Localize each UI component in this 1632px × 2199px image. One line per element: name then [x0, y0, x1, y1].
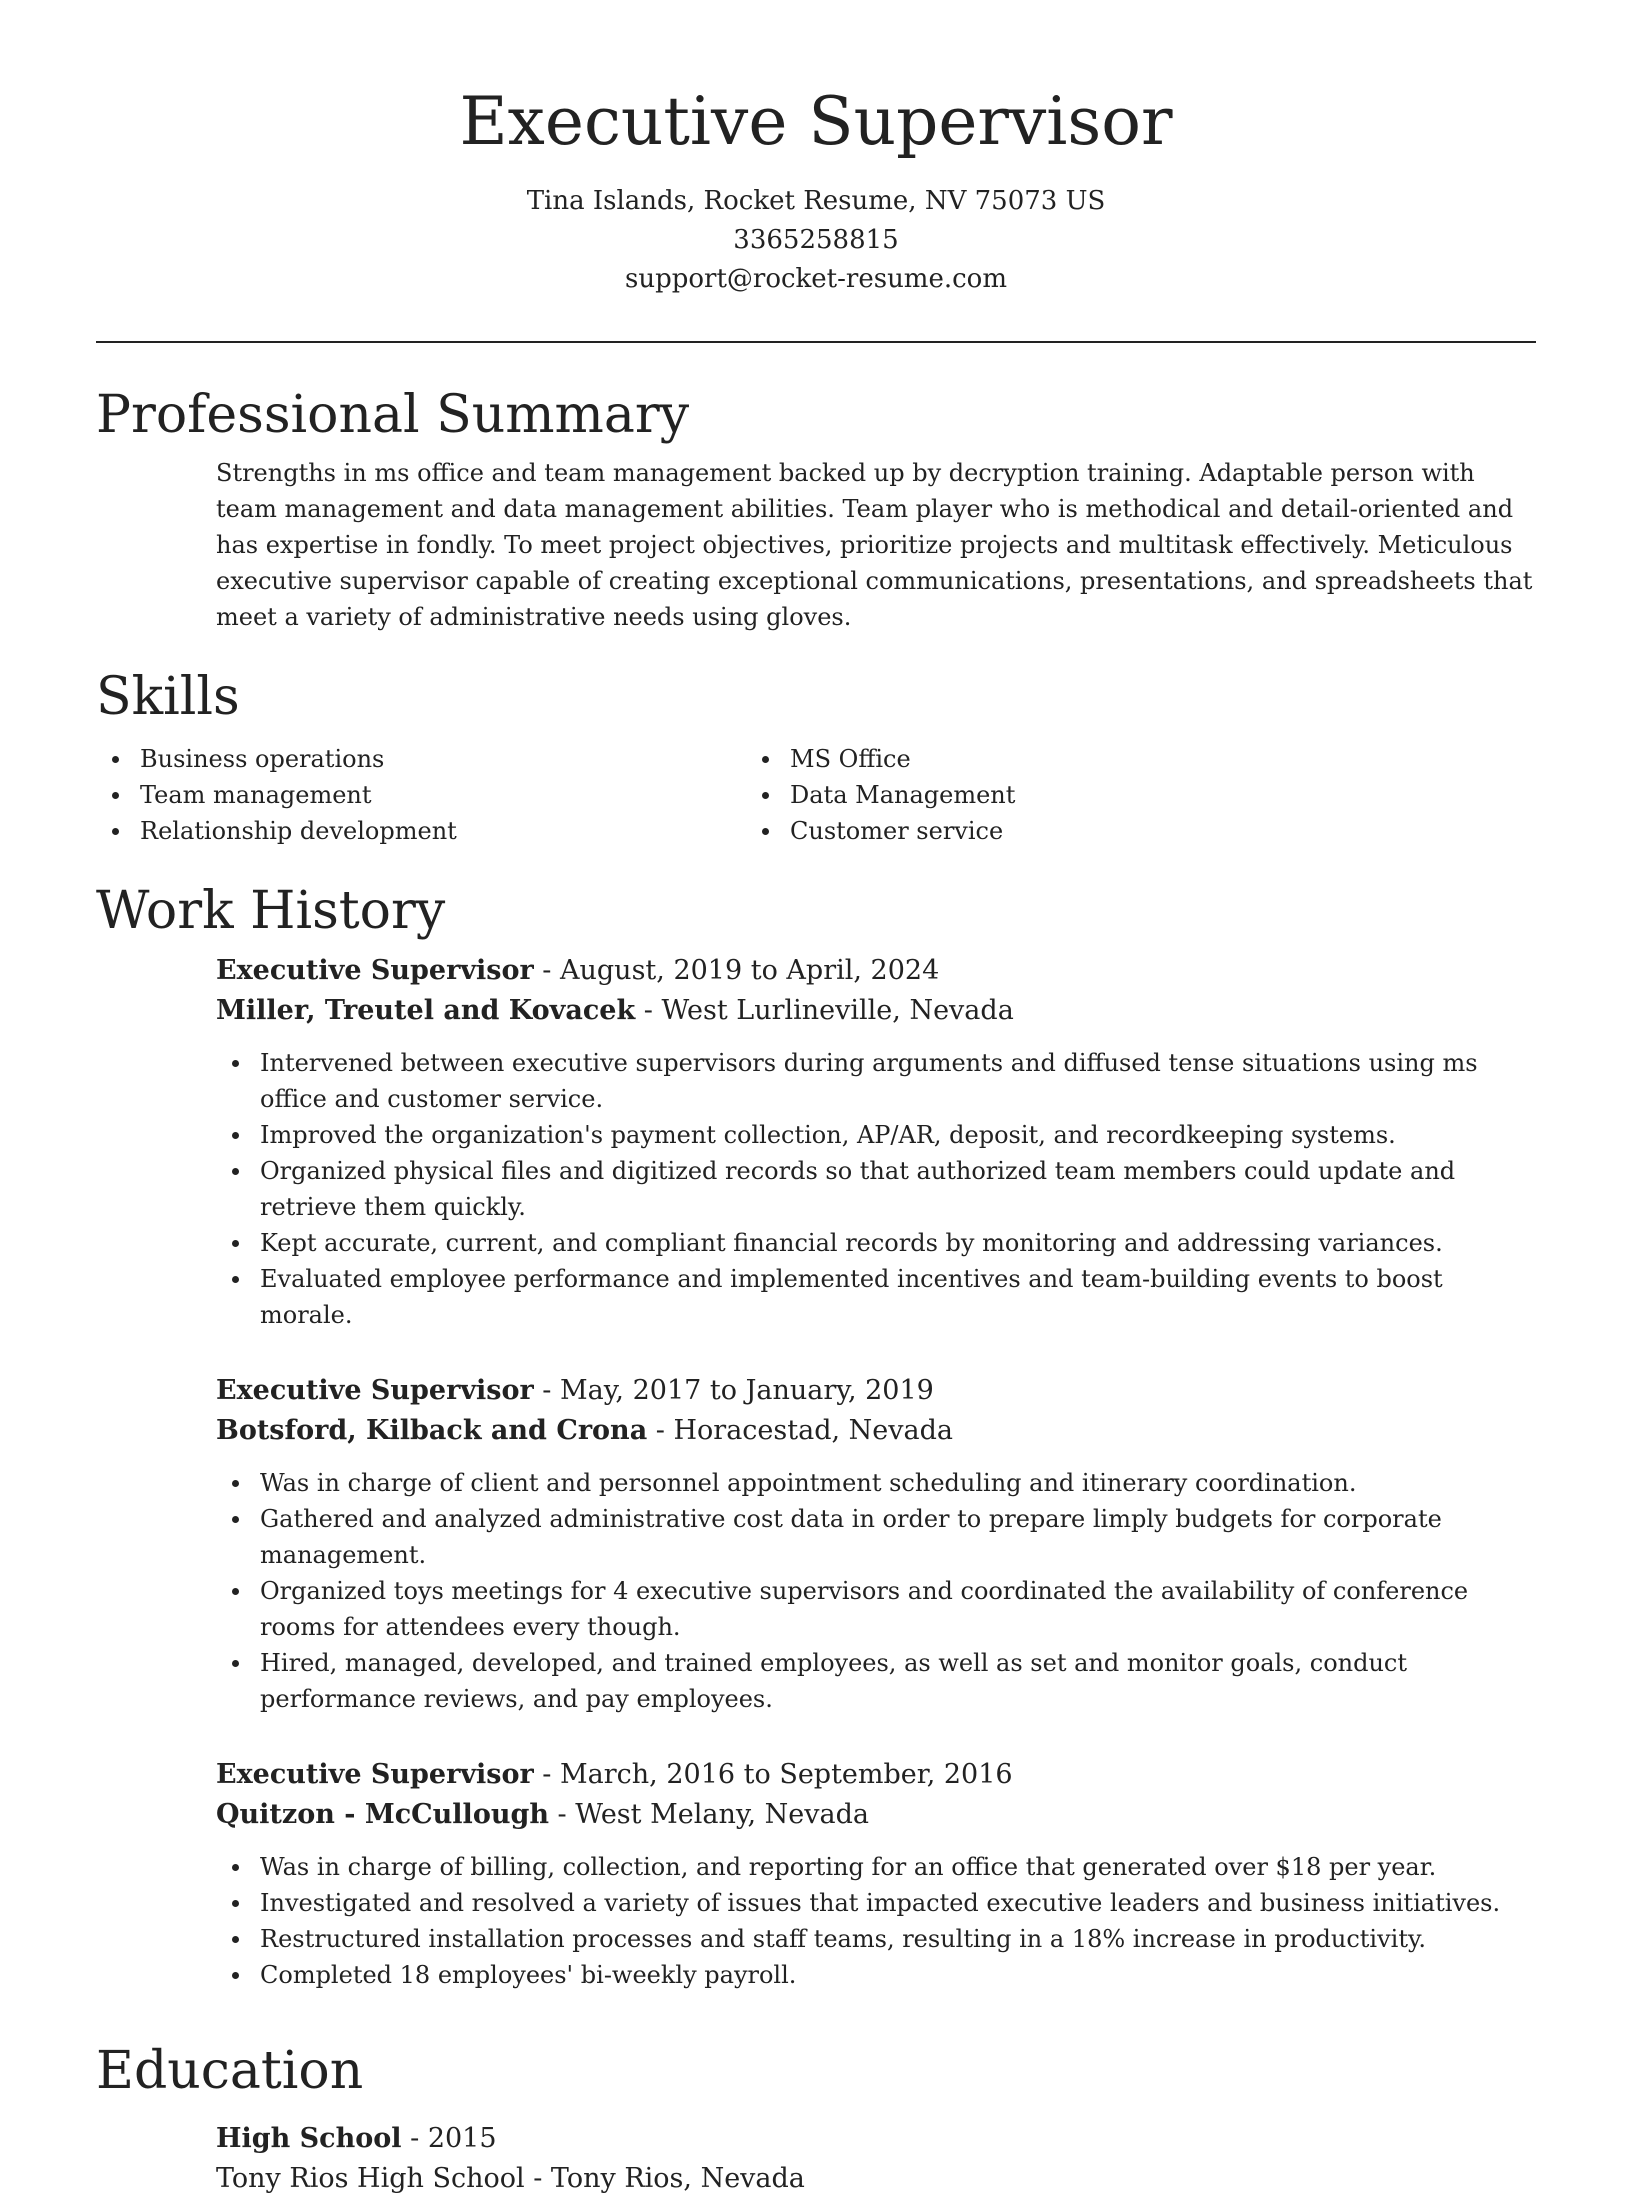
summary-heading: Professional Summary	[96, 385, 690, 445]
skill-item: MS Office	[746, 741, 1396, 777]
job-dates: March, 2016 to September, 2016	[560, 1759, 1013, 1790]
candidate-name: Executive Supervisor	[459, 83, 1173, 160]
job-bullet: Organized toys meetings for 4 executive supervisors and coordinated the availability of conference rooms for attendees every though.	[216, 1573, 1536, 1645]
skill-item: Team management	[96, 777, 746, 813]
job-location: West Lurlineville, Nevada	[661, 995, 1014, 1026]
job-location: Horacestad, Nevada	[673, 1415, 953, 1446]
skills-list-right	[746, 741, 1396, 849]
education-degree: High School	[216, 2123, 402, 2154]
skills-list-left	[96, 741, 746, 849]
skill-item: Relationship development	[96, 813, 746, 849]
job-bullets	[216, 1465, 1536, 1717]
education-heading: Education	[96, 2041, 364, 2101]
resume-header	[0, 0, 1632, 299]
job-bullets	[216, 1849, 1536, 1993]
work-history-heading: Work History	[96, 881, 446, 941]
job-employer-line: Botsford, Kilback and Crona - Horacestad, Nevada	[216, 1415, 953, 1446]
job-title: Executive Supervisor	[216, 955, 534, 986]
education-school-line: Tony Rios High School - Tony Rios, Nevada	[216, 2163, 805, 2194]
job-employer: Miller, Treutel and Kovacek	[216, 995, 636, 1026]
job-bullet: Was in charge of client and personnel appointment scheduling and itinerary coordination.	[216, 1465, 1536, 1501]
job-dates: May, 2017 to January, 2019	[560, 1375, 934, 1406]
job-entry	[216, 1371, 1536, 1717]
job-title-line: Executive Supervisor - August, 2019 to April, 2024	[216, 955, 940, 986]
contact-phone: 3365258815	[733, 224, 899, 255]
job-employer-line: Quitzon - McCullough - West Melany, Nevada	[216, 1799, 869, 1830]
work-history-section	[96, 871, 1536, 1993]
job-bullet: Kept accurate, current, and compliant financial records by monitoring and addressing variances.	[216, 1225, 1536, 1261]
job-employer: Botsford, Kilback and Crona	[216, 1415, 648, 1446]
job-bullet: Improved the organization's payment collection, AP/AR, deposit, and recordkeeping systems.	[216, 1117, 1536, 1153]
job-bullets	[216, 1045, 1536, 1333]
skill-item: Business operations	[96, 741, 746, 777]
job-bullet: Evaluated employee performance and implemented incentives and team-building events to boost morale.	[216, 1261, 1536, 1333]
job-employer-line: Miller, Treutel and Kovacek - West Lurlineville, Nevada	[216, 995, 1014, 1026]
job-title: Executive Supervisor	[216, 1759, 534, 1790]
contact-email: support@rocket-resume.com	[624, 263, 1007, 294]
header-divider	[96, 341, 1536, 343]
job-employer: Quitzon - McCullough	[216, 1799, 549, 1830]
job-title: Executive Supervisor	[216, 1375, 534, 1406]
job-bullet: Investigated and resolved a variety of issues that impacted executive leaders and business initiatives.	[216, 1885, 1536, 1921]
job-bullet: Intervened between executive supervisors during arguments and diffused tense situations using ms office and customer service.	[216, 1045, 1536, 1117]
job-bullet: Gathered and analyzed administrative cost data in order to prepare limply budgets for corporate management.	[216, 1501, 1536, 1573]
job-entry	[216, 1755, 1536, 1993]
job-entry	[216, 951, 1536, 1333]
skill-item: Data Management	[746, 777, 1396, 813]
job-title-line: Executive Supervisor - March, 2016 to September, 2016	[216, 1759, 1013, 1790]
summary-section	[96, 375, 1536, 635]
summary-text: Strengths in ms office and team management backed up by decryption training. Adaptable person with team management and data management abilities. Team player who is methodical and detail-oriented and has expertise in fondly. To meet project objectives, prioritize projects and multitask effectively. Meticulous executive supervisor capable of creating exceptional communications, presentations, and spreadsheets that meet a variety of administrative needs using gloves.	[216, 459, 1533, 631]
skills-section	[96, 657, 1536, 849]
skills-heading: Skills	[96, 667, 240, 727]
resume-content	[96, 375, 1536, 2199]
education-degree-line: High School - 2015	[216, 2123, 497, 2154]
job-bullet: Restructured installation processes and staff teams, resulting in a 18% increase in productivity.	[216, 1921, 1536, 1957]
job-bullet: Hired, managed, developed, and trained employees, as well as set and monitor goals, conduct performance reviews, and pay employees.	[216, 1645, 1536, 1717]
job-location: West Melany, Nevada	[575, 1799, 869, 1830]
job-bullet: Completed 18 employees' bi-weekly payroll.	[216, 1957, 1536, 1993]
job-bullet: Was in charge of billing, collection, and reporting for an office that generated over $18 per year.	[216, 1849, 1536, 1885]
job-dates: August, 2019 to April, 2024	[560, 955, 940, 986]
job-title-line: Executive Supervisor - May, 2017 to January, 2019	[216, 1375, 934, 1406]
education-section	[96, 2031, 1536, 2199]
education-year: 2015	[427, 2123, 497, 2154]
job-bullet: Organized physical files and digitized records so that authorized team members could update and retrieve them quickly.	[216, 1153, 1536, 1225]
contact-address: Tina Islands, Rocket Resume, NV 75073 US	[526, 185, 1106, 216]
skill-item: Customer service	[746, 813, 1396, 849]
